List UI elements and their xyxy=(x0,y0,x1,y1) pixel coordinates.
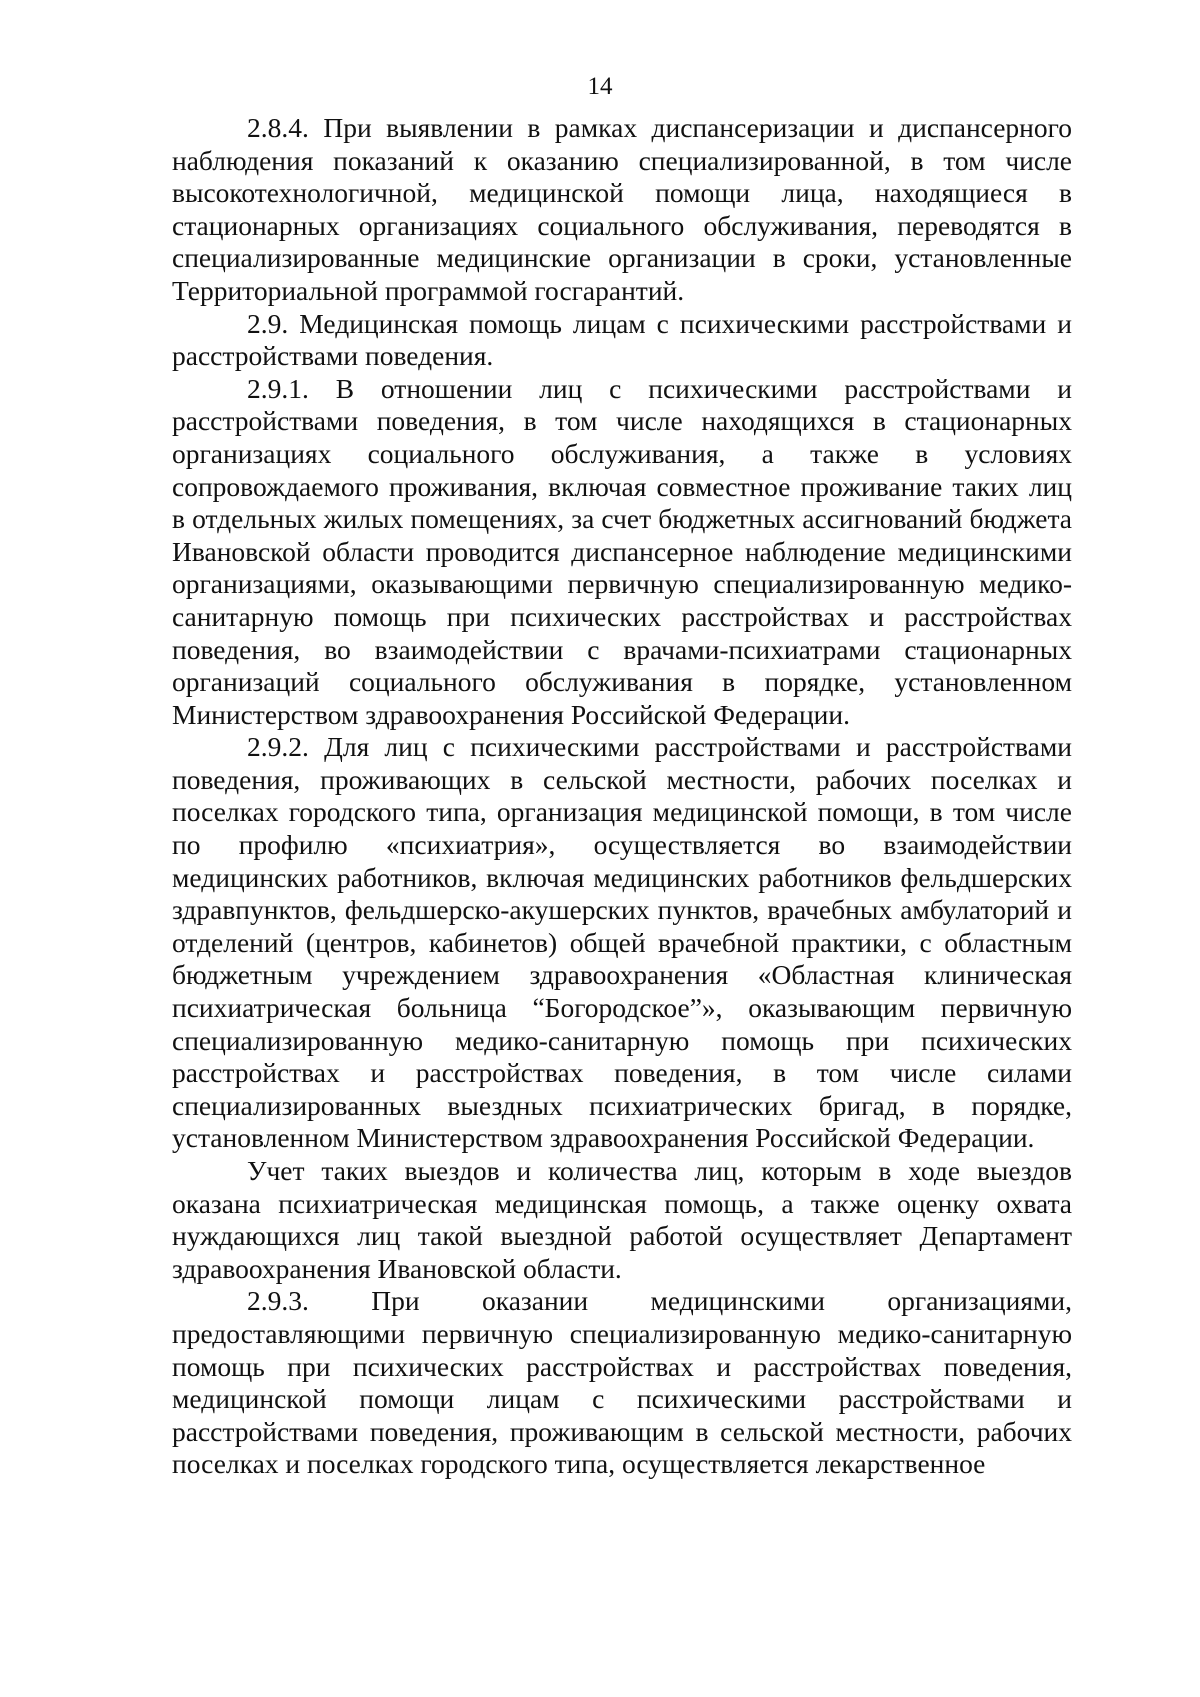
paragraph-2-9-2: 2.9.2. Для лиц с психическими расстройствами и расстройствами поведения, проживающих в сельской местности, рабочих поселках и поселках городского типа, организация медицинской помощи, в том числе по профилю «психиатрия», осуществляется во взаимодействии медицинских работников, включая медицинских работников фельдшерских здравпунктов, фельдшерско-акушерских пунктов, врачебных амбулаторий и отделений (центров, кабинетов) общей врачебной практики, с областным бюджетным учреждением здравоохранения «Областная клиническая психиатрическая больница “Богородское”», оказывающим первичную специализированную медико-санитарную помощь при психических расстройствах и расстройствах поведения, в том числе силами специализированных выездных психиатрических бригад, в порядке, установленном Министерством здравоохранения Российской Федерации. xyxy=(172,731,1072,1154)
paragraph-accounting: Учет таких выездов и количества лиц, которым в ходе выездов оказана психиатрическая медицинская помощь, а также оценку охвата нуждающихся лиц такой выездной работой осуществляет Департамент здравоохранения Ивановской области. xyxy=(172,1155,1072,1284)
paragraph-2-9-3: 2.9.3. При оказании медицинскими организациями, предоставляющими первичную специализированную медико-санитарную помощь при психических расстройствах и расстройствах поведения, медицинской помощи лицам с психическими расстройствами и расстройствами поведения, проживающим в сельской местности, рабочих поселках и поселках городского типа, осуществляется лекарственное xyxy=(172,1285,1072,1480)
page-number: 14 xyxy=(587,73,613,100)
paragraph-2-9: 2.9. Медицинская помощь лицам с психическими расстройствами и расстройствами поведения. xyxy=(172,307,1072,372)
document-body xyxy=(172,112,1072,1481)
paragraph-2-8-4: 2.8.4. При выявлении в рамках диспансеризации и диспансерного наблюдения показаний к оказанию специализированной, в том числе высокотехнологичной, медицинской помощи лица, находящиеся в стационарных организациях социального обслуживания, переводятся в специализированные медицинские организации в сроки, установленные Территориальной программой госгарантий. xyxy=(172,112,1072,306)
paragraph-2-9-1: 2.9.1. В отношении лиц с психическими расстройствами и расстройствами поведения, в том числе находящихся в стационарных организациях социального обслуживания, а также в условиях сопровождаемого проживания, включая совместное проживание таких лиц в отдельных жилых помещениях, за счет бюджетных ассигнований бюджета Ивановской области проводится диспансерное наблюдение медицинскими организациями, оказывающими первичную специализированную медико-санитарную помощь при психических расстройствах и расстройствах поведения, во взаимодействии с врачами-психиатрами стационарных организаций социального обслуживания в порядке, установленном Министерством здравоохранения Российской Федерации. xyxy=(172,372,1072,730)
